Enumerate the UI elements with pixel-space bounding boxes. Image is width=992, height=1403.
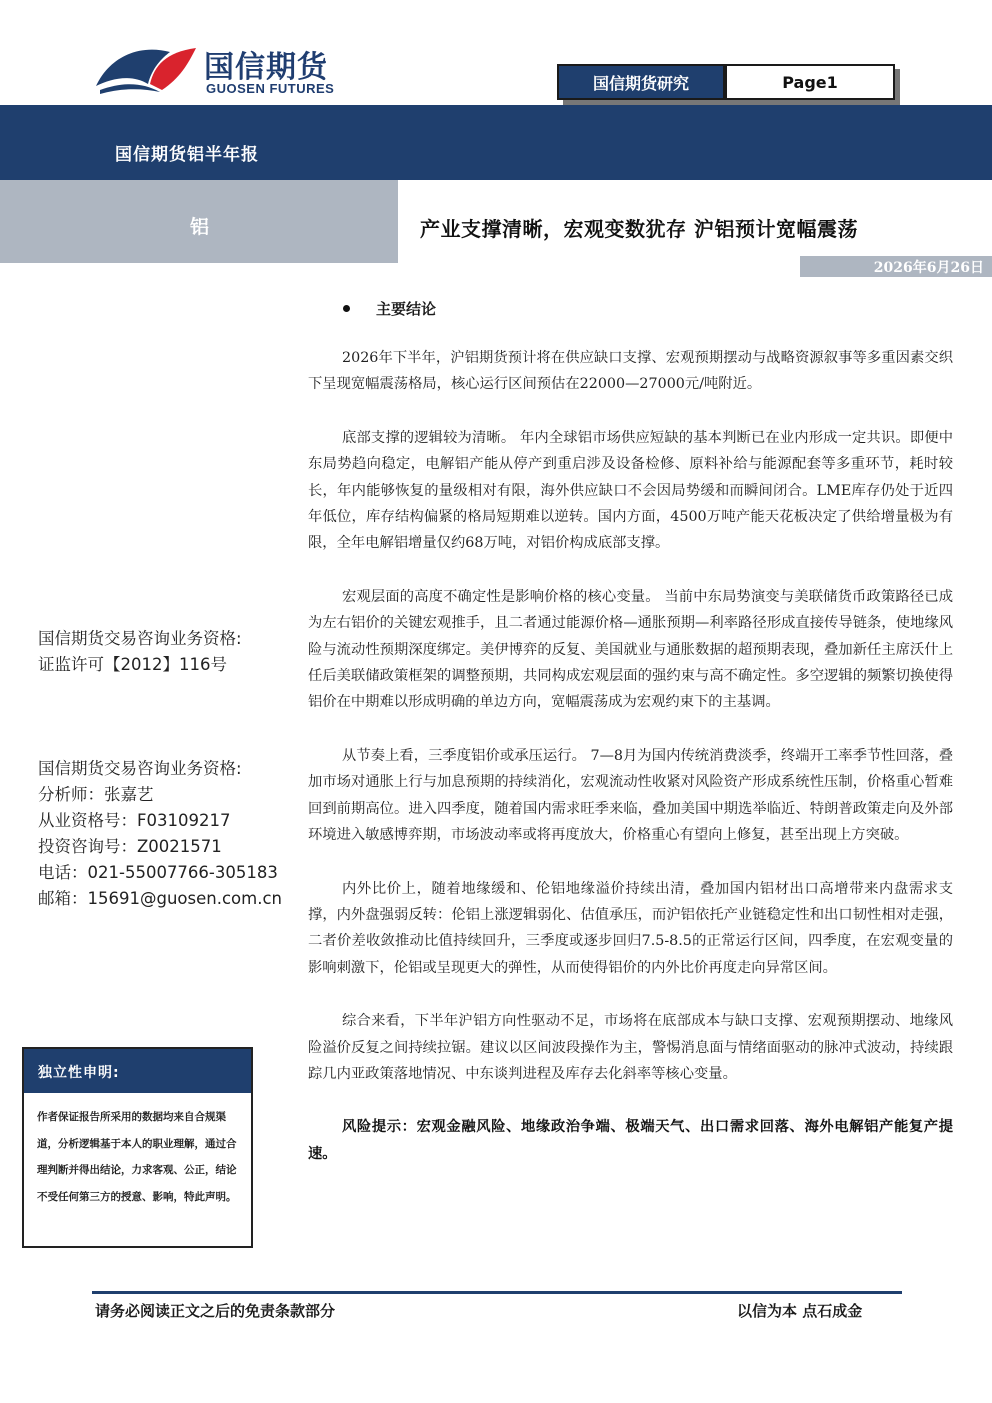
paragraph: 综合来看，下半年沪铝方向性驱动不足，市场将在底部成本与缺口支撑、宏观预期摆动、地缘风险溢价反复之间持续拉锯。建议以区间波段操作为主，警惕消息面与情绪面驱动的脉冲式波动，持续跟踪几内亚政策落地情况、中东谈判进程及库存去化斜率等核心变量。 (308, 1013, 953, 1082)
declaration-title: 独立性申明: (24, 1049, 251, 1093)
email-address: 邮箱：15691@guosen.com.cn (38, 889, 282, 908)
paragraph: 内外比价上，随着地缘缓和、伦铝地缘溢价持续出清，叠加国内铝材出口高增带来内盘需求支撑，内外盘强弱反转：伦铝上涨逻辑弱化、估值承压，而沪铝依托产业链稳定性和出口韧性相对走强，二者价差收敛推动比值持续回升，三季度或逐步回归7.5-8.5的正常运行区间，四季度，在宏观变量的影响刺激下，伦铝或呈现更大的弹性，从而使得铝价的内外比价再度走向异常区间。 (308, 880, 953, 976)
report-category: 铝 (190, 216, 210, 238)
section-heading (343, 298, 436, 319)
footer-divider (92, 1291, 902, 1294)
report-series-title: 国信期货铝半年报 (115, 145, 259, 165)
declaration-body: 作者保证报告所采用的数据均来自合规渠道，分析逻辑基于本人的职业理解，通过合理判断并得出结论，力求客观、公正，结论不受任何第三方的授意、影响，特此声明。 (37, 1111, 237, 1203)
guosen-logo (92, 38, 357, 100)
paragraph: 底部支撑的逻辑较为清晰。 年内全球铝市场供应短缺的基本判断已在业内形成一定共识。即便中东局势趋向稳定，电解铝产能从停产到重启涉及设备检修、原料补给与能源配套等多重环节，耗时较长，年内能够恢复的量级相对有限，海外供应缺口不会因局势缓和而瞬间闭合。LME库存仍处于近四年低位，库存结构偏紧的格局短期难以逆转。国内方面，4500万吨产能天花板决定了供给增量极为有限，全年电解铝增量仅约68万吨，对铝价构成底部支撑。 (308, 429, 953, 552)
phone-number: 电话：021-55007766-305183 (38, 863, 278, 882)
category-band (0, 180, 398, 263)
company-qualification (38, 626, 242, 678)
footer-disclaimer: 请务必阅读正文之后的免责条款部分 (95, 1302, 336, 1320)
bullet-icon (343, 305, 350, 312)
brand-name-en: GUOSEN FUTURES (206, 81, 335, 96)
page-label: Page1 (725, 64, 895, 100)
main-content (308, 345, 953, 1194)
qualification-title: 国信期货交易咨询业务资格: (38, 629, 242, 648)
research-label: 国信期货研究 (557, 64, 725, 100)
license-number: 证监许可【2012】116号 (38, 655, 227, 674)
footer-slogan: 以信为本 点石成金 (737, 1302, 863, 1320)
risk-notice: 风险提示：宏观金融风险、地缘政治争端、极端天气、出口需求回落、海外电解铝产能复产提速。 (308, 1119, 953, 1162)
report-headline: 产业支撑清晰，宏观变数犹存 沪铝预计宽幅震荡 (420, 217, 858, 241)
independence-declaration (22, 1047, 253, 1248)
consult-number: 投资咨询号：Z0021571 (38, 837, 222, 856)
report-series-band (0, 105, 992, 180)
analyst-qualification-title: 国信期货交易咨询业务资格: (38, 759, 242, 778)
analyst-name: 分析师：张嘉艺 (38, 785, 154, 804)
report-date: 2026年6月26日 (800, 256, 992, 277)
paragraph: 宏观层面的高度不确定性是影响价格的核心变量。 当前中东局势演变与美联储货币政策路径已成为左右铝价的关键宏观推手，且二者通过能源价格—通胀预期—利率路径形成直接传导链条，使地缘风险与流动性预期深度绑定。美伊博弈的反复、美国就业与通胀数据的超预期表现，叠加新任主席沃什上任后美联储政策框架的调整预期，共同构成宏观层面的强约束与高不确定性。多空逻辑的频繁切换使得铝价在中期难以形成明确的单边方向，宽幅震荡成为宏观约束下的主基调。 (308, 588, 953, 711)
brand-name-cn: 国信期货 (204, 50, 328, 85)
guosen-logo-mark-icon (92, 38, 202, 100)
analyst-info (38, 756, 282, 912)
practice-number: 从业资格号：F03109217 (38, 811, 231, 830)
paragraph: 从节奏上看，三季度铝价或承压运行。 7—8月为国内传统消费淡季，终端开工率季节性回落，叠加市场对通胀上行与加息预期的持续消化，宏观流动性收紧对风险资产形成系统性压制，价格重心暂难回到前期高位。进入四季度，随着国内需求旺季来临，叠加美国中期选举临近、特朗普政策走向及外部环境进入敏感博弈期，市场波动率或将再度放大，价格重心有望向上修复，甚至出现上方突破。 (308, 747, 953, 844)
section-title: 主要结论 (376, 300, 437, 318)
paragraph: 2026年下半年，沪铝期货预计将在供应缺口支撑、宏观预期摆动与战略资源叙事等多重因素交织下呈现宽幅震荡格局，核心运行区间预估在22000—27000元/吨附近。 (308, 350, 953, 393)
